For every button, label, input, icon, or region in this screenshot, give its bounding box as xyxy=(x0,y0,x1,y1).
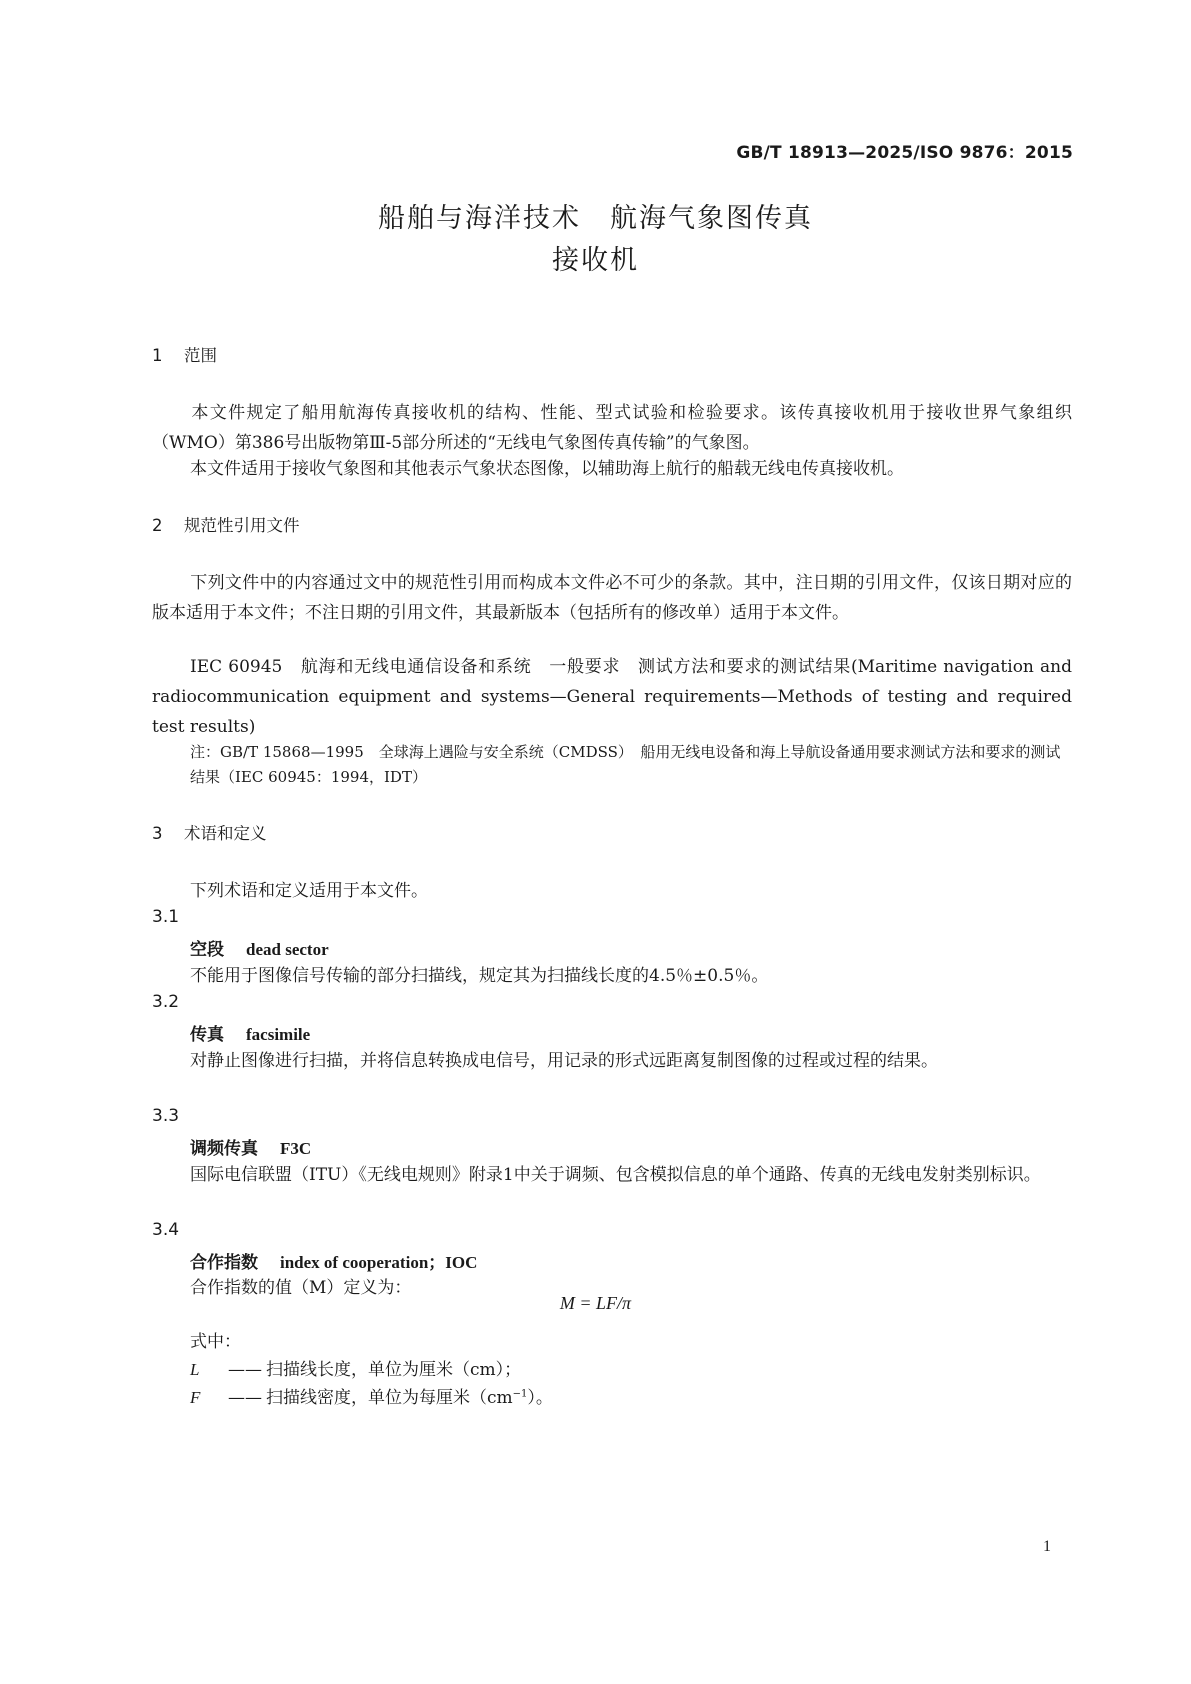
section-2-paragraph-1: 下列文件中的内容通过文中的规范性引用而构成本文件必不可少的条款。其中，注日期的引用文件，仅该日期对应的版本适用于本文件；不注日期的引用文件，其最新版本（包括所有的修改单）适用于本文件。 xyxy=(152,573,1072,623)
term-heading: 传真 facsimile xyxy=(190,1025,311,1045)
formula: M = LF/π xyxy=(559,1293,632,1313)
note-label: 注： xyxy=(190,743,221,761)
term-heading: 调频传真 F3C xyxy=(190,1139,312,1159)
term-heading: 空段 dead sector xyxy=(190,940,329,960)
section-title: 术语和定义 xyxy=(184,824,267,843)
note-text: GB/T 15868—1995 全球海上遇险与安全系统（CMDSS） 船用无线电设备和海上导航设备通用要求测试方法和要求的测试结果（IEC 60945：1994，IDT） xyxy=(190,743,1061,786)
term-heading: 合作指数 index of cooperation；IOC xyxy=(190,1253,478,1273)
term-number: 3.1 xyxy=(152,907,180,927)
term-number: 3.3 xyxy=(152,1106,180,1126)
section-number: 1 xyxy=(152,346,163,365)
term-definition: 对静止图像进行扫描，并将信息转换成电信号，用记录的形式远距离复制图像的过程或过程的结果。 xyxy=(190,1051,938,1071)
section-1-paragraph-2: 本文件适用于接收气象图和其他表示气象状态图像，以辅助海上航行的船载无线电传真接收机。 xyxy=(190,459,904,479)
section-2-note xyxy=(190,740,1072,790)
section-3-heading xyxy=(152,820,267,844)
where-label: 式中： xyxy=(190,1332,241,1352)
standard-number: GB/T 18913—2025/ISO 9876：2015 xyxy=(736,143,1073,163)
section-2-heading xyxy=(152,512,300,536)
section-title: 规范性引用文件 xyxy=(184,516,300,535)
document-title-line2: 接收机 xyxy=(552,245,639,276)
section-title: 范围 xyxy=(184,346,217,365)
page-number: 1 xyxy=(1043,1538,1051,1555)
section-2-reference-iec60945: IEC 60945 航海和无线电通信设备和系统 一般要求 测试方法和要求的测试结果(Maritime navigation and radiocommunication equipment and systems—General requirements—Methods of testing and required test results) xyxy=(152,657,1072,737)
term-definition: 合作指数的值（M）定义为： xyxy=(190,1278,412,1298)
term-definition: 不能用于图像信号传输的部分扫描线，规定其为扫描线长度的4.5％±0.5％。 xyxy=(190,966,769,986)
section-number: 3 xyxy=(152,824,163,843)
section-3-intro: 下列术语和定义适用于本文件。 xyxy=(190,881,428,901)
section-number: 2 xyxy=(152,516,163,535)
section-1-heading xyxy=(152,342,217,366)
variable-l: L —— 扫描线长度，单位为厘米（cm）； xyxy=(190,1360,522,1380)
term-definition: 国际电信联盟（ITU）《无线电规则》附录1中关于调频、包含模拟信息的单个通路、传真的无线电发射类别标识。 xyxy=(190,1165,1041,1185)
document-title-line1: 船舶与海洋技术 航海气象图传真 xyxy=(378,203,813,234)
section-1-paragraph-1: 本文件规定了船用航海传真接收机的结构、性能、型式试验和检验要求。该传真接收机用于接收世界气象组织（WMO）第386号出版物第Ⅲ-5部分所述的“无线电气象图传真传输”的气象图。 xyxy=(152,403,1072,453)
variable-f: F —— 扫描线密度，单位为每厘米$(cm^{-1})$。 xyxy=(190,1388,553,1408)
term-number: 3.2 xyxy=(152,992,180,1012)
term-number: 3.4 xyxy=(152,1220,180,1240)
